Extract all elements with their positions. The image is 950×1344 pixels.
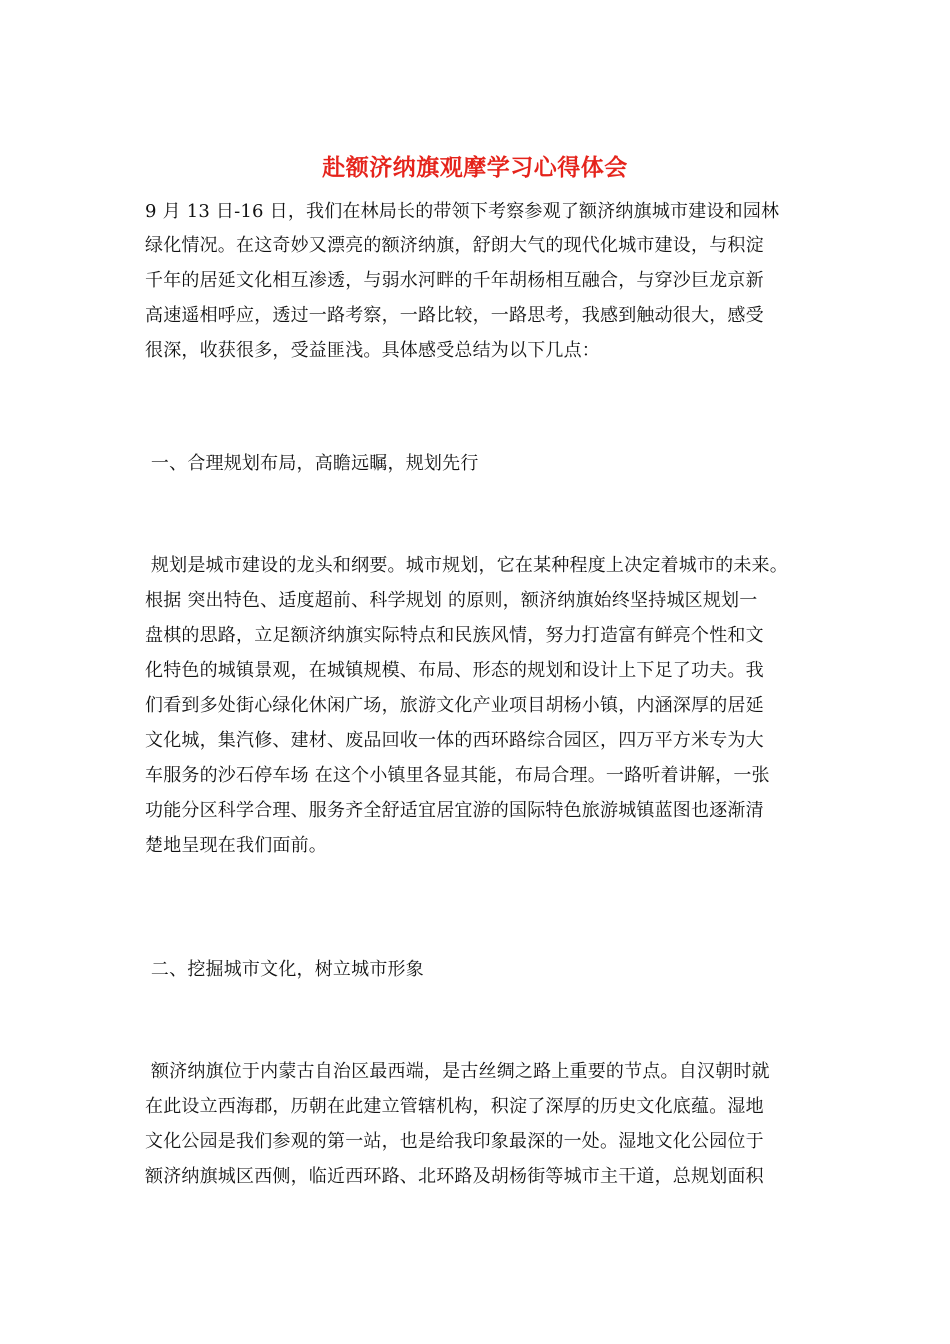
section-1-line-7: 车服务的沙石停车场 在这个小镇里各显其能，布局合理。一路听着讲解，一张 [145,765,770,786]
document-title: 赴额济纳旗观摩学习心得体会 [322,154,628,181]
section-1-line-3: 盘棋的思路，立足额济纳旗实际特点和民族风情，努力打造富有鲜亮个性和文 [145,625,764,646]
section-1-line-8: 功能分区科学合理、服务齐全舒适宜居宜游的国际特色旅游城镇蓝图也逐渐清 [145,800,764,821]
section-2-heading: 二、挖掘城市文化，树立城市形象 [145,959,424,980]
intro-line-1: 9 月 13 日-16 日，我们在林局长的带领下考察参观了额济纳旗城市建设和园林 [145,201,780,222]
section-2-line-3: 文化公园是我们参观的第一站，也是给我印象最深的一处。湿地文化公园位于 [145,1131,764,1152]
intro-line-5: 很深，收获很多，受益匪浅。具体感受总结为以下几点： [145,340,600,361]
intro-line-2: 绿化情况。在这奇妙又漂亮的额济纳旗，舒朗大气的现代化城市建设，与积淀 [145,235,764,256]
section-1-line-4: 化特色的城镇景观，在城镇规模、布局、形态的规划和设计上下足了功夫。我 [145,660,764,681]
section-1-line-1: 规划是城市建设的龙头和纲要。城市规划，它在某种程度上决定着城市的未来。 [145,555,788,576]
section-2-line-4: 额济纳旗城区西侧，临近西环路、北环路及胡杨街等城市主干道，总规划面积 [145,1166,764,1187]
section-1-line-5: 们看到多处街心绿化休闲广场，旅游文化产业项目胡杨小镇，内涵深厚的居延 [145,695,764,716]
intro-line-4: 高速遥相呼应，透过一路考察，一路比较，一路思考，我感到触动很大，感受 [145,305,764,326]
section-1-heading: 一、合理规划布局，高瞻远瞩，规划先行 [145,453,479,474]
section-1-line-2: 根据 突出特色、适度超前、科学规划 的原则，额济纳旗始终坚持城区规划一 [145,590,758,611]
intro-line-3: 千年的居延文化相互渗透，与弱水河畔的千年胡杨相互融合，与穿沙巨龙京新 [145,270,764,291]
section-2-line-1: 额济纳旗位于内蒙古自治区最西端，是古丝绸之路上重要的节点。自汉朝时就 [145,1061,770,1082]
section-2-line-2: 在此设立西海郡，历朝在此建立管辖机构，积淀了深厚的历史文化底蕴。湿地 [145,1096,764,1117]
section-1-line-6: 文化城，集汽修、建材、废品回收一体的西环路综合园区，四万平方米专为大 [145,730,764,751]
section-1-line-9: 楚地呈现在我们面前。 [145,835,327,856]
